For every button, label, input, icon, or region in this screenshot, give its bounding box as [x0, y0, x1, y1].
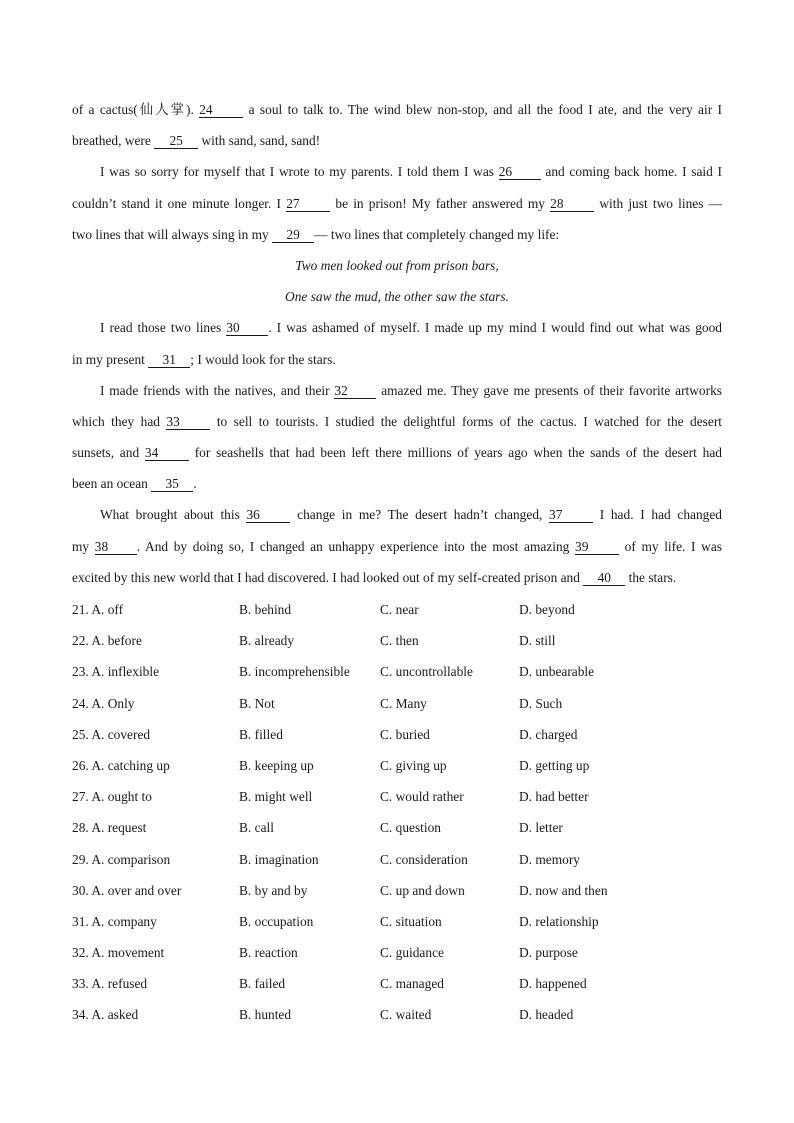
option-choice: C. then	[380, 633, 419, 649]
option-choice: B. filled	[239, 726, 283, 742]
option-choice: B. behind	[239, 602, 292, 617]
question-option-row	[72, 849, 732, 880]
option-choice: B. by and by	[239, 882, 308, 898]
option-choice: D. purpose	[519, 945, 578, 961]
option-choice: 26. A. catching up	[72, 757, 170, 773]
option-choice: 31. A. company	[72, 913, 157, 929]
passage-line: What brought about this 36 change in me? The desert hadn’t changed, 37 I had. I had changed	[100, 507, 722, 523]
answer-blank: 37	[549, 507, 593, 523]
option-choice: D. headed	[519, 1007, 574, 1023]
passage-line: two lines that will always sing in my 29 — two lines that completely changed my life:	[72, 226, 560, 242]
passage-line: which they had 33 to sell to tourists. I studied the delightful forms of the cactus. I watched for the desert	[72, 413, 723, 429]
passage-line: breathed, were 25 with sand, sand, sand!	[72, 133, 321, 149]
passage-line: in my present 31 ; I would look for the stars.	[72, 351, 336, 367]
option-choice: D. happened	[519, 976, 587, 992]
answer-blank: 38	[95, 539, 137, 555]
option-choice: D. now and then	[519, 882, 608, 898]
option-choice: 22. A. before	[72, 633, 142, 649]
option-choice: D. charged	[519, 726, 578, 742]
poem-line: Two men looked out from prison bars,	[295, 257, 499, 273]
answer-blank: 33	[166, 414, 210, 430]
answer-blank: 31	[148, 352, 190, 368]
option-choice: D. had better	[519, 789, 589, 805]
question-option-row	[72, 786, 732, 817]
option-choice: B. hunted	[239, 1007, 292, 1023]
passage-line: I made friends with the natives, and their 32 amazed me. They gave me presents of their favorite artworks	[100, 382, 722, 398]
option-choice: D. Such	[519, 695, 563, 711]
option-choice: C. would rather	[380, 789, 464, 805]
answer-blank: 40	[583, 570, 625, 586]
question-option-row	[72, 630, 732, 661]
answer-blank: 27	[286, 196, 330, 212]
passage-line: of a cactus(仙人掌). 24 a soul to talk to. The wind blew non-stop, and all the food I ate, and the very air I	[72, 102, 722, 117]
answer-blank: 36	[246, 507, 290, 523]
question-option-row	[72, 755, 732, 786]
answer-options	[72, 599, 732, 1036]
passage-line: I was so sorry for myself that I wrote to my parents. I told them I was 26 and coming back home. I said I	[100, 164, 722, 180]
option-choice: B. reaction	[239, 945, 298, 961]
option-choice: B. might well	[239, 789, 313, 805]
option-choice: D. getting up	[519, 757, 590, 773]
answer-blank: 25	[154, 133, 198, 149]
option-choice: 33. A. refused	[72, 976, 148, 992]
option-choice: 25. A. covered	[72, 726, 151, 742]
option-choice: C. question	[380, 820, 442, 836]
option-choice: B. failed	[239, 976, 286, 992]
question-option-row	[72, 599, 732, 630]
answer-blank: 30	[226, 320, 268, 336]
option-choice: B. occupation	[239, 913, 314, 929]
option-choice: D. unbearable	[519, 664, 595, 680]
option-choice: C. uncontrollable	[380, 664, 473, 680]
question-option-row	[72, 661, 732, 692]
answer-blank: 35	[151, 476, 193, 492]
answer-blank: 29	[272, 227, 314, 243]
passage-line: excited by this new world that I had discovered. I had looked out of my self-created prison and 40 the stars.	[72, 569, 677, 585]
option-choice: D. relationship	[519, 913, 599, 929]
option-choice: C. guidance	[380, 945, 444, 961]
question-option-row	[72, 693, 732, 724]
option-choice: C. managed	[380, 976, 444, 992]
option-choice: C. up and down	[380, 882, 465, 898]
poem-line: One saw the mud, the other saw the stars.	[285, 289, 509, 305]
question-option-row	[72, 973, 732, 1004]
option-choice: C. near	[380, 602, 419, 617]
answer-blank: 39	[575, 539, 619, 555]
passage	[72, 98, 722, 597]
answer-blank: 28	[550, 196, 594, 212]
answer-blank: 26	[499, 164, 541, 180]
option-choice: C. situation	[380, 913, 442, 929]
passage-line: I read those two lines 30 . I was ashamed of myself. I made up my mind I would find out what was good	[100, 320, 722, 336]
option-choice: D. letter	[519, 820, 563, 836]
option-choice: 27. A. ought to	[72, 789, 152, 805]
option-choice: 29. A. comparison	[72, 851, 171, 867]
option-choice: 30. A. over and over	[72, 882, 182, 898]
question-option-row	[72, 880, 732, 911]
option-choice: C. waited	[380, 1007, 432, 1023]
passage-line: my 38 . And by doing so, I changed an unhappy experience into the most amazing 39 of my life. I was	[72, 538, 722, 554]
option-choice: B. keeping up	[239, 757, 314, 773]
option-choice: C. buried	[380, 726, 430, 742]
option-choice: 23. A. inflexible	[72, 664, 160, 680]
option-choice: B. imagination	[239, 851, 319, 867]
option-choice: D. still	[519, 633, 556, 649]
passage-line: sunsets, and 34 for seashells that had been left there millions of years ago when the sands of the desert had	[72, 445, 722, 461]
option-choice: B. call	[239, 820, 274, 836]
option-choice: C. Many	[380, 695, 427, 711]
passage-line: couldn’t stand it one minute longer. I 27 be in prison! My father answered my 28 with just two lines —	[72, 195, 722, 211]
question-option-row	[72, 817, 732, 848]
option-choice: 32. A. movement	[72, 945, 165, 961]
option-choice: 28. A. request	[72, 820, 147, 836]
option-choice: 34. A. asked	[72, 1007, 139, 1023]
passage-line: been an ocean 35 .	[72, 476, 197, 492]
option-choice: B. incomprehensible	[239, 664, 350, 680]
answer-blank: 32	[334, 383, 376, 399]
option-choice: 21. A. off	[72, 602, 124, 617]
option-choice: C. giving up	[380, 757, 447, 773]
question-option-row	[72, 942, 732, 973]
question-option-row	[72, 1004, 732, 1035]
option-choice: B. already	[239, 633, 295, 649]
answer-blank: 34	[145, 445, 189, 461]
question-option-row	[72, 911, 732, 942]
question-option-row	[72, 724, 732, 755]
answer-blank: 24	[199, 102, 243, 118]
option-choice: B. Not	[239, 695, 275, 711]
option-choice: D. beyond	[519, 602, 575, 617]
option-choice: D. memory	[519, 851, 580, 867]
option-choice: 24. A. Only	[72, 695, 135, 711]
option-choice: C. consideration	[380, 851, 468, 867]
